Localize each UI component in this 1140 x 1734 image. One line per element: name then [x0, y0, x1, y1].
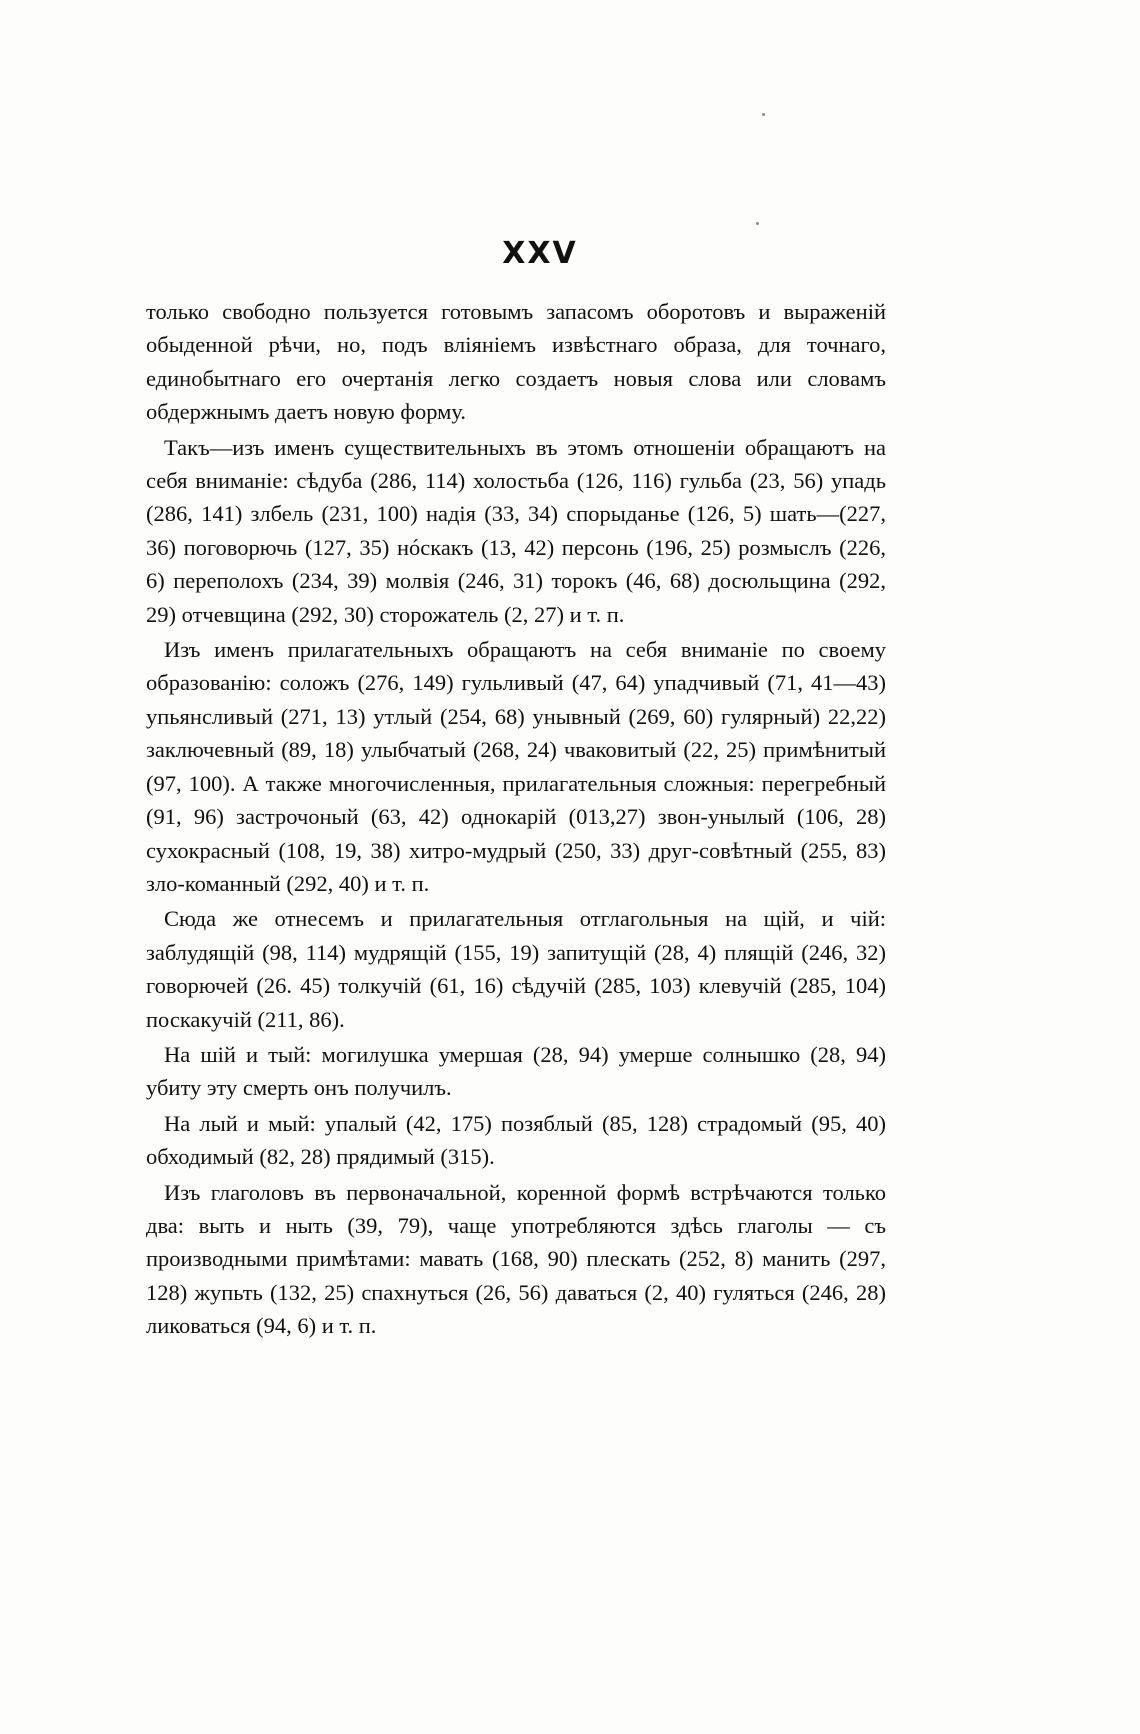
text-block: [146, 295, 886, 1345]
scan-speck: [756, 222, 759, 225]
page-number: XXV: [502, 236, 578, 271]
paragraph-2: Такъ—изъ именъ существительныхъ въ этомъ отношеніи обращаютъ на себя вниманіе: сѣдуба (286, 114) холостьба (126, 116) гульба (23, 56) упадь (286, 141) злбель (231, 100) надія (33, 34) спорыданье (126, 5) шать—(227, 36) поговорючь (127, 35) нóскакъ (13, 42) персонь (196, 25) розмыслъ (226, 6) переполохъ (234, 39) молвія (246, 31) торокъ (46, 68) досюльщина (292, 29) отчевщина (292, 30) сторожатель (2, 27) и т. п.: [146, 434, 886, 627]
paragraph-1: только свободно пользуется готовымъ запасомъ оборотовъ и выраженій обыденной рѣчи, но, подъ вліяніемъ извѣстнаго образа, для точнаго, единобытнаго его очертанія легко создаетъ новыя слова или словамъ обдержнымъ даетъ новую форму.: [146, 299, 886, 425]
paragraph-4: Сюда же отнесемъ и прилагательныя отглагольныя на щій, и чій: заблудящій (98, 114) мудрящій (155, 19) запитущій (28, 4) плящій (246, 32) говорючей (26. 45) толкучій (61, 16) сѣдучій (285, 103) клевучій (285, 104) поскакучій (211, 86).: [146, 906, 886, 1032]
paragraph-6: На лый и мый: упалый (42, 175) позяблый (85, 128) страдомый (95, 40) обходимый (82, 28) прядимый (315).: [146, 1110, 886, 1170]
paragraph-7: Изъ глаголовъ въ первоначальной, коренной формѣ встрѣчаются только два: выть и ныть (39, 79), чаще употребляются здѣсь глаголы — съ производными примѣтами: мавать (168, 90) плескать (252, 8) манить (297, 128) жупьть (132, 25) спахнуться (26, 56) даваться (2, 40) гуляться (246, 28) ликоваться (94, 6) и т. п.: [146, 1179, 886, 1339]
paragraph-3: Изъ именъ прилагательныхъ обращаютъ на себя вниманіе по своему образованію: соложъ (276, 149) гульливый (47, 64) упадчивый (71, 41—43) упьянсливый (271, 13) утлый (254, 68) унывный (269, 60) гулярный) 22,22) заключевный (89, 18) улыбчатый (268, 24) чваковитый (22, 25) примѣнитый (97, 100). А также многочисленныя, прилагательныя сложныя: перегребный (91, 96) застрочоный (63, 42) однокарій (013,27) звон-унылый (106, 28) сухокрасный (108, 19, 38) хитро-мудрый (250, 33) друг-совѣтный (255, 83) зло-команный (292, 40) и т. п.: [146, 637, 886, 896]
paragraph-5: На шій и тый: могилушка умершая (28, 94) умерше солнышко (28, 94) убиту эту смерть онъ получилъ.: [146, 1041, 886, 1101]
scan-speck: [762, 113, 765, 116]
